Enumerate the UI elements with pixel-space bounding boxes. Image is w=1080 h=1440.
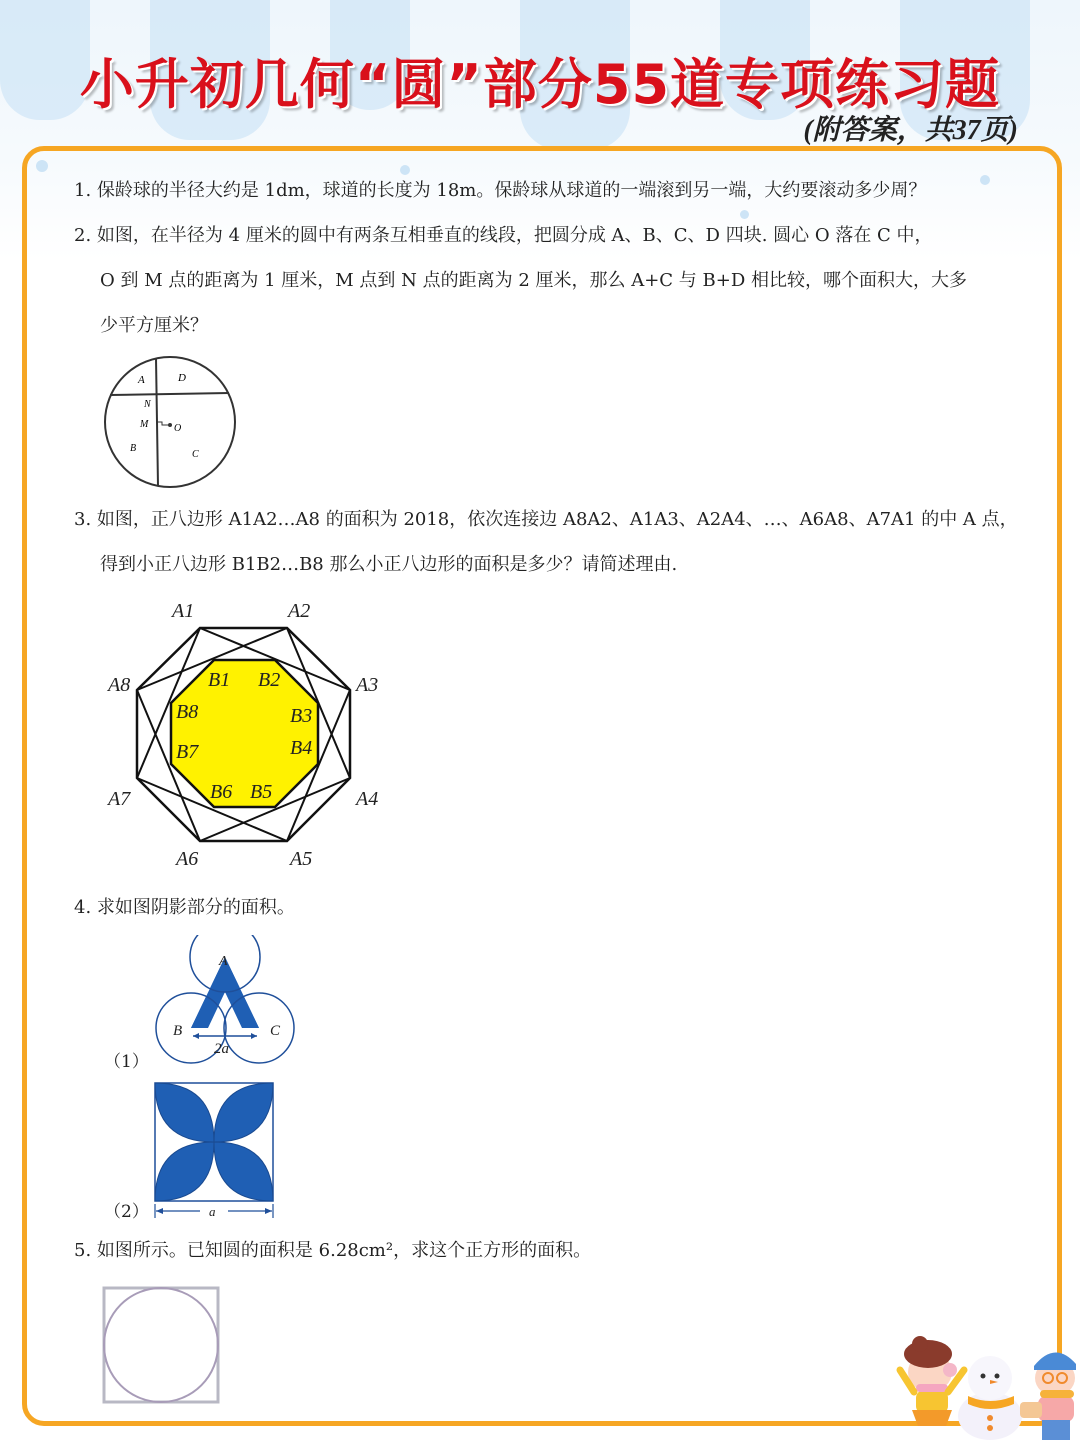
label-B: B xyxy=(173,1023,183,1039)
circle-divided-figure xyxy=(100,355,242,491)
question-number: 5. xyxy=(74,1240,92,1261)
question-5 xyxy=(74,1228,591,1273)
figure-label-2: （2） xyxy=(104,1202,149,1222)
label-C: C xyxy=(192,449,199,460)
label-B5: B5 xyxy=(250,781,273,803)
label-C: C xyxy=(270,1023,281,1039)
label-B6: B6 xyxy=(210,781,233,803)
question-text: 如图，在半径为 4 厘米的圆中有两条互相垂直的线段，把圆分成 A、B、C、D 四块. 圆心 O 落在 C 中， xyxy=(96,225,933,246)
question-number: 2. xyxy=(74,225,92,246)
figure-label-1: （1） xyxy=(104,1052,149,1072)
circle-in-square-figure xyxy=(100,1285,222,1405)
question-number: 3. xyxy=(74,509,92,530)
label-B7: B7 xyxy=(176,741,199,763)
dimension-a: a xyxy=(209,1204,216,1219)
label-A2: A2 xyxy=(288,600,311,622)
label-A: A xyxy=(219,954,228,969)
question-number: 4. xyxy=(74,897,92,918)
question-2 xyxy=(74,213,967,348)
question-text: 如图所示。已知圆的面积是 6.28cm²，求这个正方形的面积。 xyxy=(96,1240,592,1261)
label-D: D xyxy=(178,372,186,384)
label-B2: B2 xyxy=(258,669,281,691)
question-text: 得到小正八边形 B1B2…B8 那么小正八边形的面积是多少？请简述理由. xyxy=(100,554,678,575)
label-B1: B1 xyxy=(208,669,231,691)
label-M: M xyxy=(140,419,149,430)
page-title: 小升初几何“圆”部分55道专项练习题 xyxy=(79,53,1001,116)
label-B8: B8 xyxy=(176,701,199,723)
label-A: A xyxy=(138,374,145,386)
question-4 xyxy=(74,885,295,930)
question-text: 求如图阴影部分的面积。 xyxy=(96,897,295,918)
label-A1: A1 xyxy=(172,600,195,622)
question-1 xyxy=(74,168,926,213)
page-subtitle: (附答案，共37页) xyxy=(803,115,1018,146)
label-A4: A4 xyxy=(356,788,379,810)
dimension-2a: 2a xyxy=(214,1041,229,1057)
question-text: 少平方厘米？ xyxy=(100,315,208,336)
label-O: O xyxy=(174,423,182,434)
label-A5: A5 xyxy=(290,848,313,870)
kids-and-snowman-illustration xyxy=(880,1320,1080,1440)
label-A8: A8 xyxy=(108,674,131,696)
label-A3: A3 xyxy=(356,674,379,696)
question-text: O 到 M 点的距离为 1 厘米，M 点到 N 点的距离为 2 厘米，那么 A+C 与 B+D 相比较，哪个面积大，大多 xyxy=(100,270,967,291)
question-number: 1. xyxy=(74,180,92,201)
question-text: 保龄球的半径大约是 1dm，球道的长度为 18m。保龄球从球道的一端滚到另一端，大约要滚动多少周？ xyxy=(96,180,927,201)
label-B: B xyxy=(130,443,137,454)
question-text: 如图，正八边形 A1A2…A8 的面积为 2018，依次连接边 A8A2、A1A3、A2A4、…、A6A8、A7A1 的中 A 点， xyxy=(96,509,1018,530)
label-B4: B4 xyxy=(290,737,313,759)
octagon-figure xyxy=(100,595,390,880)
square-petals-figure xyxy=(150,1078,280,1223)
label-A6: A6 xyxy=(176,848,199,870)
label-B3: B3 xyxy=(290,705,313,727)
label-N: N xyxy=(144,399,151,410)
question-3 xyxy=(74,497,1018,587)
label-A7: A7 xyxy=(108,788,131,810)
